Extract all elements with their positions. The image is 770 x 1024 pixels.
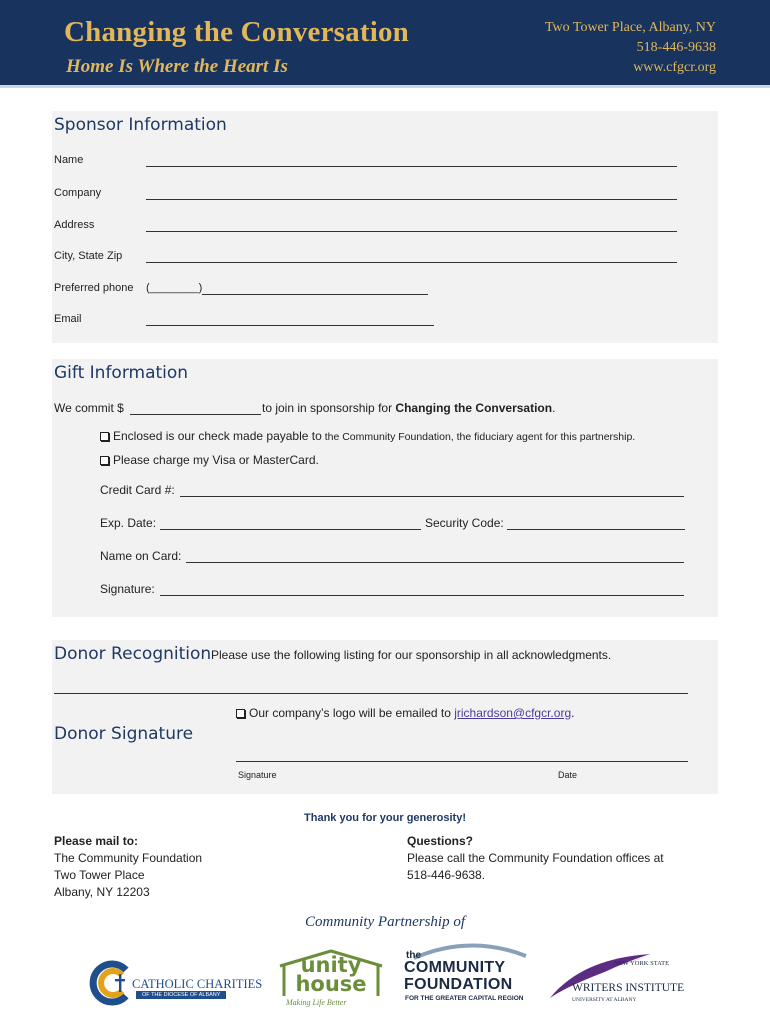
recognition-heading: Donor Recognition [54, 644, 212, 664]
logo-checkbox[interactable] [236, 709, 245, 718]
community-foundation-the: the [406, 950, 421, 961]
catholic-charities-logo [88, 960, 268, 1008]
security-code-field[interactable] [507, 529, 685, 530]
contact-website[interactable]: www.cfgcr.org [633, 60, 716, 75]
donor-signature-heading: Donor Signature [54, 724, 194, 744]
unity-house-logo [276, 948, 386, 1010]
phone-area-code[interactable]: (________) [146, 282, 203, 294]
card-signature-label: Signature: [100, 582, 155, 596]
questions-block [407, 833, 664, 884]
email-label: Email [54, 313, 82, 325]
questions-line: 518-446-9638. [407, 868, 486, 882]
writers-institute-logo [546, 950, 692, 1010]
logo-email-link[interactable]: jrichardson@cfgcr.org [454, 706, 572, 720]
gift-heading: Gift Information [54, 363, 189, 383]
logo-note-text: Our company’s logo will be emailed to [249, 706, 455, 720]
card-option-label: Please charge my Visa or MasterCard. [113, 453, 319, 467]
mail-line: Albany, NY 12203 [54, 885, 150, 899]
writers-institute-sub: UNIVERSITY AT ALBANY [572, 997, 637, 1003]
logo-note-end: . [571, 706, 575, 720]
check-option[interactable] [100, 429, 635, 443]
contact-phone: 518-446-9638 [636, 40, 716, 55]
writers-institute-top: NEW YORK STATE [614, 960, 670, 967]
check-option-checkbox[interactable] [100, 432, 109, 441]
city-state-zip-field[interactable] [146, 262, 677, 263]
contact-block [545, 18, 716, 78]
name-on-card-field[interactable] [186, 562, 684, 563]
recognition-listing-field[interactable] [54, 693, 688, 694]
mail-line: The Community Foundation [54, 851, 203, 865]
header-banner [0, 0, 770, 88]
partnership-caption: Community Partnership of [305, 914, 465, 930]
company-field[interactable] [146, 199, 677, 200]
security-code-label: Security Code: [425, 516, 504, 530]
mail-line: Two Tower Place [54, 868, 145, 882]
commit-program: Changing the Conversation [395, 401, 553, 415]
unity-house-name: unity house [295, 953, 367, 996]
recognition-panel [52, 640, 718, 794]
community-foundation-line2: FOUNDATION [404, 976, 513, 993]
contact-address: Two Tower Place, Albany, NY [544, 20, 716, 35]
exp-date-label: Exp. Date: [100, 516, 157, 530]
name-label: Name [54, 154, 84, 166]
community-foundation-logo [402, 940, 532, 1006]
preferred-phone-label: Preferred phone [54, 282, 134, 294]
credit-card-field[interactable] [180, 496, 684, 497]
unity-house-tagline: Making Life Better [286, 998, 347, 1007]
commit-prefix: We commit $ [54, 401, 124, 415]
preferred-phone-field[interactable] [202, 294, 428, 295]
sponsor-heading: Sponsor Information [54, 115, 227, 135]
name-field[interactable] [146, 166, 677, 167]
donor-signature-field[interactable] [236, 761, 688, 762]
commit-amount-field[interactable] [130, 414, 261, 415]
card-option-checkbox[interactable] [100, 456, 109, 465]
community-foundation-sub: FOR THE GREATER CAPITAL REGION [405, 995, 524, 1002]
event-subtitle: Home Is Where the Heart Is [66, 56, 288, 77]
catholic-charities-mark-icon [88, 960, 134, 1006]
city-state-zip-label: City, State Zip [54, 250, 123, 262]
thank-you-note: Thank you for your generosity! [304, 812, 466, 824]
commit-sentence [262, 401, 555, 415]
credit-card-label: Credit Card #: [100, 483, 175, 497]
questions-line: Please call the Community Foundation offices at [407, 851, 664, 865]
check-option-label-b: the Community Foundation, the fiduciary agent for this partnership. [321, 431, 636, 443]
check-option-label-a: Enclosed is our check made payable to [113, 429, 322, 443]
card-option[interactable] [100, 453, 319, 467]
name-on-card-label: Name on Card: [100, 549, 182, 563]
company-label: Company [54, 187, 102, 199]
catholic-charities-sub: OF THE DIOCESE OF ALBANY [136, 991, 226, 999]
sponsor-panel [52, 111, 718, 343]
commit-suffix: to join in sponsorship for [262, 401, 396, 415]
event-title: Changing the Conversation [64, 16, 409, 48]
writers-institute-name: WRITERS INSTITUTE [572, 982, 685, 994]
signature-caption: Signature [238, 770, 277, 780]
gift-panel [52, 359, 718, 617]
catholic-charities-name: CATHOLIC CHARITIES [132, 977, 263, 991]
card-signature-field[interactable] [160, 595, 684, 596]
address-label: Address [54, 219, 95, 231]
logo-note[interactable] [236, 706, 574, 720]
commit-end: . [552, 401, 556, 415]
community-foundation-arc-icon [410, 940, 530, 960]
mail-block [54, 833, 202, 901]
community-foundation-line1: COMMUNITY [404, 959, 506, 976]
date-caption: Date [558, 770, 578, 780]
questions-heading: Questions? [407, 834, 474, 848]
email-field[interactable] [146, 325, 434, 326]
recognition-instruction: Please use the following listing for our sponsorship in all acknowledgments. [211, 648, 612, 662]
address-field[interactable] [146, 231, 677, 232]
exp-date-field[interactable] [160, 529, 421, 530]
mail-heading: Please mail to: [54, 834, 139, 848]
